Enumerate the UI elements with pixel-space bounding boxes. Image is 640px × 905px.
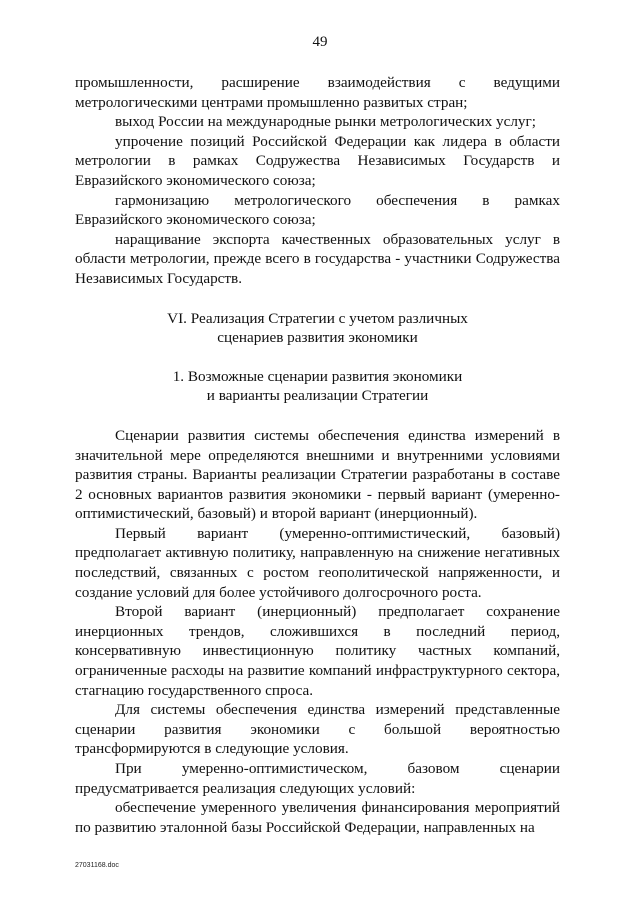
- section-heading: [75, 309, 560, 348]
- paragraph: При умеренно-оптимистическом, базовом сценарии предусматривается реализация следующих условий:: [75, 760, 560, 797]
- paragraph: выход России на международные рынки метрологических услуг;: [115, 113, 536, 131]
- section-heading-line: сценариев развития экономики: [217, 329, 418, 347]
- subsection-heading: [75, 367, 560, 406]
- section-heading-line: VI. Реализация Стратегии с учетом различных: [167, 309, 468, 327]
- subsection-heading-line: и варианты реализации Стратегии: [206, 387, 429, 405]
- paragraph: обеспечение умеренного увеличения финансирования мероприятий по развитию эталонной базы Российской Федерации, направленных на: [75, 799, 560, 836]
- subsection-heading-line: 1. Возможные сценарии развития экономики: [172, 367, 463, 385]
- paragraph: Сценарии развития системы обеспечения единства измерений в значительной мере определяются внешними и внутренними условиями развития страны. Варианты реализации Стратегии разработаны в составе 2 основных вариантов развития экономики - первый вариант (умеренно-оптимистический, базовый) и второй вариант (инерционный).: [75, 426, 560, 523]
- paragraph: упрочение позиций Российской Федерации как лидера в области метрологии в рамках Содружества Независимых Государств и Евразийского экономического союза;: [75, 132, 560, 189]
- footer-filename: 27031168.doc: [75, 862, 119, 869]
- paragraph: наращивание экспорта качественных образовательных услуг в области метрологии, прежде всего в государства - участники Содружества Независимых Государств.: [75, 230, 560, 287]
- paragraph: Второй вариант (инерционный) предполагает сохранение инерционных трендов, сложившихся в последний период, консервативную инвестиционную политику частных компаний, ограниченные расходы на развитие компаний инфраструктурного сектора, стагнацию государственного спроса.: [75, 603, 560, 699]
- page-number: 49: [312, 34, 328, 50]
- document-body: [75, 73, 560, 837]
- paragraph: гармонизацию метрологического обеспечения в рамках Евразийского экономического союза;: [75, 191, 560, 229]
- paragraph: Для системы обеспечения единства измерений представленные сценарии развития экономики с большой вероятностью трансформируются в следующие условия.: [75, 701, 560, 758]
- paragraph: промышленности, расширение взаимодействия с ведущими метрологическими центрами промышленно развитых стран;: [75, 74, 560, 111]
- paragraph: Первый вариант (умеренно-оптимистический, базовый) предполагает активную политику, направленную на снижение негативных последствий, связанных с ростом геополитической напряженности, и создание условий для более устойчивого долгосрочного роста.: [75, 524, 560, 601]
